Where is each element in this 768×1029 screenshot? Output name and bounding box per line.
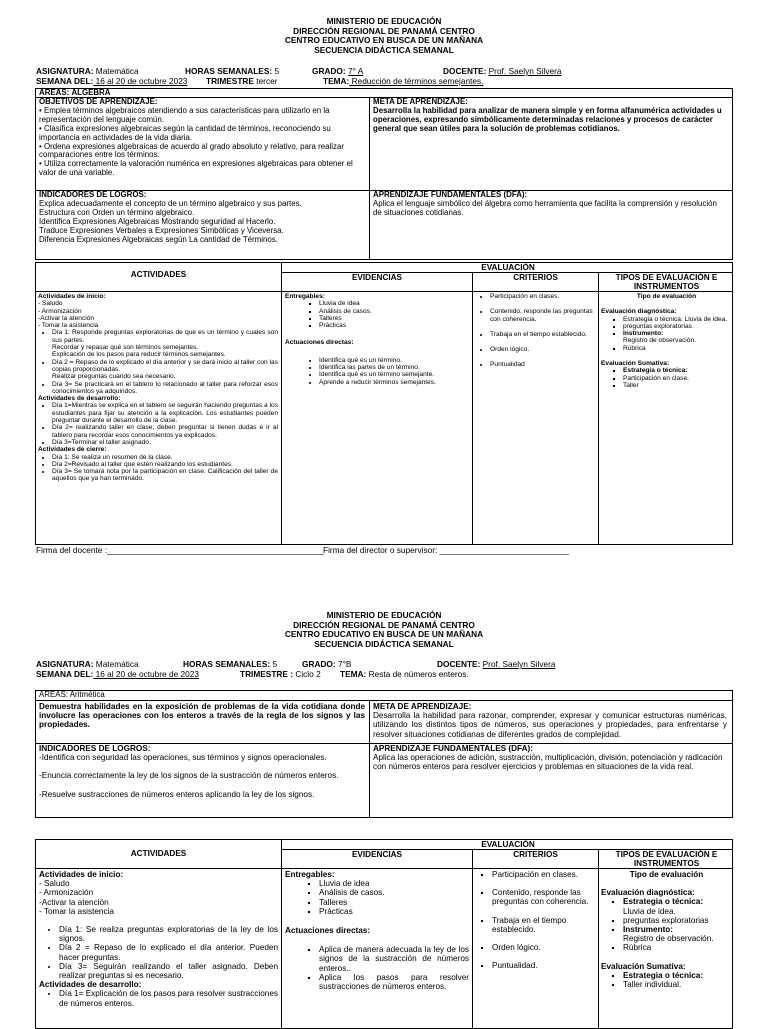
- diagnostica-item: ▪ Rúbrica: [623, 345, 732, 352]
- trimestre-label: TRIMESTRE :: [240, 669, 294, 679]
- activities-table: [35, 839, 733, 1029]
- activity-item: • Día 2=Revisado al taller que estén realizando los estudiantes.: [52, 461, 278, 468]
- entregable-item: ▪ Lluvia de idea: [319, 879, 469, 888]
- objetivo-item: • Ordena expresiones algebraicas de acuerdo al grado absoluto y relativo, para realizar comparaciones entre los términos.: [39, 141, 344, 160]
- criterio-item: • Orden lógico.: [490, 346, 596, 353]
- grado-value: 7°B: [337, 659, 352, 669]
- objetivo-item: • Clasifica expresiones algebraicas según la cantidad de términos, reconociendo su importancia en actividades de la vida diaria.: [39, 123, 331, 142]
- objetivo-item: • Utiliza correctamente la valoración numérica en expresiones algebraicas para obtener el valor de una variable.: [39, 159, 353, 178]
- inicio-item: - Saludo: [39, 879, 70, 889]
- indicadores-section: [39, 744, 367, 799]
- meta-title: META DE APRENDIZAJE:: [373, 702, 472, 711]
- header-line: DIRECCIÓN REGIONAL DE PANAMÁ CENTRO: [293, 25, 475, 36]
- document-header: [0, 611, 768, 649]
- areas-title: ÁREAS: Aritmética: [39, 691, 105, 699]
- diagnostica-note: Registro de observación.: [623, 934, 714, 944]
- semana-field: [36, 670, 199, 680]
- sumativa-item: ▪ Participación en clase.: [623, 375, 732, 382]
- criterios-column: [476, 293, 596, 369]
- activity-item: • Día 2 = Repaso de lo explicado el día anterior. Pueden hacer preguntas.: [59, 943, 278, 961]
- criterios-header: CRITERIOS: [513, 273, 558, 282]
- asignatura-value: Matemática: [95, 659, 139, 669]
- activity-item: • Día 1: Responde preguntas exploratorias de que es un término y cuales son sus partes.: [52, 329, 278, 344]
- header-line: DIRECCIÓN REGIONAL DE PANAMÁ CENTRO: [293, 619, 475, 630]
- meta-text: Desarrolla la habilidad para analizar de manera simple y en forma alfanumérica actividades u operaciones, expresando simbólicamente determinadas relaciones y procesos de carácter general que sean útiles para la solución de problemas cotidianos.: [373, 105, 722, 133]
- activity-item: • Día 1= Explicación de los pasos para resolver sustracciones de números enteros.: [59, 989, 278, 1007]
- entregable-item: ▪ Talleres: [319, 898, 469, 907]
- dfa-title: APRENDIZAJE FUNDAMENTALES (DFA):: [373, 191, 528, 199]
- actuaciones-title: Actuaciones directas:: [285, 339, 354, 347]
- grado-value: 7° A: [347, 66, 364, 76]
- dfa-text: Aplica el lenguaje simbólico del álgebra como herramienta que facilita la comprensión y resolución de situaciones cotidianas.: [373, 198, 717, 217]
- criterio-item: • Participación en clases.: [490, 293, 596, 300]
- trimestre-label: TRIMESTRE: [206, 76, 254, 86]
- criterio-item: • Contenido, responde las preguntas con coherencia.: [490, 308, 596, 323]
- entregable-item: ▪ Análisis de casos.: [319, 308, 469, 315]
- criterios-column: [476, 870, 596, 970]
- diagnostica-item: ▪ preguntas exploratorias: [623, 323, 732, 330]
- activity-note: Recordar y repasar qué son términos semejantes.: [52, 344, 199, 352]
- document-header: [0, 17, 768, 55]
- asignatura-value: Matemática: [95, 66, 139, 76]
- inicio-item: - Tomar la asistencia: [39, 906, 114, 916]
- inicio-title: Actividades de inicio:: [38, 293, 106, 300]
- objetivos-section: [39, 98, 367, 178]
- firma-director: Firma del director o supervisor: ____________________________: [323, 545, 569, 555]
- indicador-item: -Resuelve sustracciones de números enteros aplicando la ley de los signos.: [39, 789, 315, 799]
- tema-field: [323, 77, 483, 87]
- tipos-header: TIPOS DE EVALUACIÓN E INSTRUMENTOS: [615, 850, 718, 869]
- header-line: CENTRO EDUCATIVO EN BUSCA DE UN MAÑANA: [284, 35, 484, 46]
- indicador-item: Explica adecuadamente el concepto de un término algebraico y sus partes.: [39, 198, 302, 208]
- actuaciones-title: Actuaciones directas:: [285, 926, 371, 936]
- asignatura-label: ASIGNATURA:: [36, 66, 94, 76]
- header-line: MINISTERIO DE EDUCACIÓN: [326, 16, 442, 26]
- docente-label: DOCENTE:: [437, 659, 481, 669]
- indicador-item: Traduce Expresiones Verbales a Expresiones Simbólicas y Viceversa.: [39, 225, 284, 235]
- page-2: [0, 600, 768, 1024]
- evidencias-header: EVIDENCIAS: [351, 850, 403, 859]
- horas-label: HORAS SEMANALES:: [185, 66, 273, 76]
- activities-table: [35, 262, 733, 545]
- entregables-title: Entregables:: [285, 293, 325, 300]
- asignatura-label: ASIGNATURA:: [36, 659, 94, 669]
- diagnostica-item: ▪ Estrategia o técnica: Lluvia de idea.: [623, 316, 732, 323]
- diagnostica-item: ▪ Estrategia o técnica:: [623, 897, 732, 906]
- planning-box: [35, 88, 733, 260]
- header-line: SECUENCIA DIDÁCTICA SEMANAL: [314, 44, 454, 55]
- inicio-title: Actividades de inicio:: [39, 870, 124, 879]
- actuacion-item: • Aprende a reducir términos semejantes.: [319, 379, 469, 386]
- semana-label: SEMANA DEL:: [36, 76, 94, 86]
- diagnostica-item: ▪ Rúbrica: [623, 943, 732, 952]
- diagnostica-note: Lluvia de idea.: [623, 906, 676, 916]
- objetivo-text: Demuestra habilidades en la exposición de problemas de la vida cotidiana donde involucre las operaciones con los enteros a través de la regla de los signos y las propiedades.: [39, 702, 365, 730]
- tipos-column: [601, 293, 732, 389]
- actividades-header: ACTIVIDADES: [130, 849, 187, 858]
- semana-value: 16 al 20 de octubre 2023: [93, 76, 188, 86]
- evaluacion-header: EVALUACIÓN: [481, 840, 535, 849]
- desarrollo-title: Actividades de desarrollo:: [38, 395, 121, 403]
- activity-note: Explicación de los pasos para reducir términos semejantes.: [52, 351, 226, 359]
- actuacion-item: ▪ Aplica los pasos para resolver sustracciones de números enteros.: [319, 973, 469, 991]
- tipos-header: TIPOS DE EVALUACIÓN E INSTRUMENTOS: [615, 273, 718, 292]
- tipos-column: [601, 870, 732, 989]
- tipo-title: Tipo de evaluación: [636, 293, 697, 300]
- indicadores-title: INDICADORES DE LOGROS:: [39, 744, 151, 753]
- docente-label: DOCENTE:: [443, 66, 487, 76]
- tema-value: Resta de números enteros.: [368, 669, 469, 679]
- entregable-item: ▪ Lluvia de idea: [319, 300, 469, 307]
- inicio-item: -Activar la atención: [38, 314, 95, 322]
- diagnostica-item: ▪ Instrumento:: [623, 925, 732, 934]
- actividades-column: [39, 870, 278, 1008]
- meta-section: [373, 98, 725, 134]
- diagnostica-item: ▪ Instrumento:: [623, 330, 732, 337]
- indicadores-title: INDICADORES DE LOGROS:: [39, 191, 147, 199]
- actuacion-item: ▪ Aplica de manera adecuada la ley de los signos de la sustracción de números enteros..: [319, 945, 469, 973]
- trimestre-value: tercer: [256, 76, 278, 86]
- activity-note: Realizar preguntas cuando sea necesario.: [52, 373, 176, 381]
- horas-value: 5: [274, 66, 280, 76]
- dfa-text: Aplica las operaciones de adición, sustracción, multiplicación, división, potenciación y radicación con números enteros para resolver ejercicios y problemas en situaciones de la vida real.: [373, 753, 723, 772]
- activity-item: • Día 1: Se realiza preguntas exploratorias de la ley de los signos.: [59, 925, 278, 943]
- header-line: SECUENCIA DIDÁCTICA SEMANAL: [314, 638, 454, 649]
- actividades-column: [38, 293, 278, 483]
- inicio-item: - Armonización: [39, 888, 94, 898]
- indicador-item: -Enuncia correctamente la ley de los signos de la sustracción de números enteros.: [39, 771, 339, 781]
- actividades-header: ACTIVIDADES: [130, 270, 187, 279]
- indicador-item: Identifica Expresiones Algebraicas Mostrando seguridad al Hacerlo.: [39, 216, 276, 226]
- entregable-item: ▪ Prácticas: [319, 322, 469, 329]
- header-line: CENTRO EDUCATIVO EN BUSCA DE UN MAÑANA: [284, 629, 484, 640]
- grado-label: GRADO:: [302, 659, 336, 669]
- objetivos-title: OBJETIVOS DE APRENDIZAJE:: [39, 98, 158, 106]
- diagnostica-title: Evaluación diagnóstica:: [601, 308, 677, 316]
- tipo-title: Tipo de evaluación: [629, 870, 704, 879]
- criterio-item: ▪ Trabaja en el tiempo establecido.: [492, 916, 596, 934]
- trimestre-field: [206, 77, 277, 87]
- tema-value: Reducción de términos semejantes.: [349, 76, 484, 86]
- activity-item: • Día 3= Se tomará nota por la participación en clase. Calificación del taller de aquellos que ya han terminado.: [52, 468, 278, 483]
- entregables-title: Entregables:: [285, 870, 335, 879]
- indicador-item: Estructura con Orden un término algebraico.: [39, 207, 195, 217]
- evidencias-column: [285, 870, 469, 991]
- activity-item: • Día 2 = Repaso de lo explicado el día anterior y se dará inicio al taller con las copias proporcionadas.: [52, 359, 278, 374]
- activity-item: • Día 3= Seguirán realizando el taller asignado. Deben realizar preguntas si es necesario.: [59, 962, 278, 980]
- sumativa-title: Evaluación Sumativa:: [601, 961, 686, 971]
- actuacion-item: • Identifica qué es un término.: [319, 357, 469, 364]
- activity-item: • Día 2= realizando taller en clase, deben preguntar si tienen dudas e ir al tablero para recordar esos conocimientos ya explicados.: [52, 424, 278, 439]
- indicadores-section: [39, 191, 367, 244]
- semana-label: SEMANA DEL:: [36, 669, 94, 679]
- actuacion-item: • Identifica qué es un término semejante.: [319, 371, 469, 378]
- inicio-item: -Activar la atención: [39, 897, 109, 907]
- meta-text: Desarrolla la habilidad para razonar, comprender, expresar y comunicar estructuras numéricas, utilizando los distintos tipos de números, sus operaciones y propiedades, para enfrentarse y resolver situaciones cotidianas de diferentes grados de complejidad.: [373, 711, 727, 739]
- meta-title: META DE APRENDIZAJE:: [373, 98, 468, 106]
- indicador-item: Diferencia Expresiones Algebraicas según La cantidad de Términos.: [39, 234, 278, 244]
- criterios-header: CRITERIOS: [513, 850, 558, 859]
- inicio-item: - Saludo: [38, 300, 63, 308]
- firma-docente: Firma del docente :_______________________________________________: [36, 545, 324, 555]
- docente-value: Prof. Saelyn Silvera: [482, 659, 556, 669]
- criterio-item: ▪ Puntualidad.: [492, 961, 596, 970]
- evaluacion-header: EVALUACIÓN: [481, 263, 535, 272]
- activity-item: • Día 1=Mientras se explica en el tablero se seguirán haciendo preguntas a los estudiantes para fijar su atención a la explicación. Los estudiantes pueden preguntar durante el desarrollo de la clase.: [52, 402, 278, 424]
- entregable-item: ▪ Talleres: [319, 315, 469, 322]
- semana-value: 16 al 20 de octubre de 2023: [93, 669, 199, 679]
- actuacion-item: • Identifica las partes de un término.: [319, 364, 469, 371]
- trimestre-field: [240, 670, 321, 680]
- diagnostica-note: Registro de observación.: [623, 337, 696, 345]
- dfa-title: APRENDIZAJE FUNDAMENTALES (DFA):: [373, 744, 533, 753]
- trimestre-value: Ciclo 2: [295, 669, 321, 679]
- activity-item: • Día 3= Se practicará en el tablero lo relacionado al taller para reforzar esos conocimientos ya adquiridos.: [52, 381, 278, 396]
- entregable-item: ▪ Análisis de casos.: [319, 888, 469, 897]
- sumativa-item: ▪ Taller: [623, 382, 732, 389]
- evidencias-header: EVIDENCIAS: [351, 273, 403, 282]
- evidencias-column: [285, 293, 469, 386]
- criterio-item: • Puntualidad: [490, 361, 596, 368]
- activity-item: • Día 3=Terminar el taller asignado.: [52, 439, 278, 446]
- semana-field: [36, 77, 187, 87]
- diagnostica-title: Evaluación diagnóstica:: [601, 888, 695, 898]
- criterio-item: • Trabaja en el tiempo establecido.: [490, 331, 596, 338]
- activity-item: • Día 1: Se realiza un resumen de la clase.: [52, 454, 278, 461]
- diagnostica-item: ▪ preguntas exploratorias: [623, 916, 732, 925]
- horas-value: 5: [272, 659, 278, 669]
- objetivo-item: • Emplea términos algebraicos atendiendo a sus características para utilizarlo en la representación del lenguaje común.: [39, 105, 330, 124]
- grado-label: GRADO:: [312, 66, 346, 76]
- header-line: MINISTERIO DE EDUCACIÓN: [326, 610, 442, 620]
- planning-box: [35, 690, 733, 818]
- dfa-section: [373, 191, 725, 218]
- areas-title: ÁREAS: ÁLGEBRA: [39, 89, 111, 97]
- docente-value: Prof. Saelyn Silvera: [488, 66, 562, 76]
- criterio-item: ▪ Participación en clases.: [492, 870, 596, 879]
- sumativa-item: ▪ Taller individual.: [623, 980, 732, 989]
- sumativa-item: ▪ Estrategia o técnica:: [623, 971, 732, 980]
- inicio-item: - Tomar la asistencia: [38, 322, 99, 330]
- indicador-item: -Identifica con seguridad las operaciones, sus términos y signos operacionales.: [39, 753, 327, 763]
- horas-label: HORAS SEMANALES:: [183, 659, 271, 669]
- inicio-item: - Armonización: [38, 307, 82, 315]
- tema-label: TEMA:: [323, 76, 350, 86]
- tema-field: [340, 670, 469, 680]
- dfa-section: [373, 744, 727, 772]
- criterio-item: ▪ Contenido, responde las preguntas con coherencia.: [492, 888, 596, 906]
- cierre-title: Actividades de cierre:: [38, 446, 107, 454]
- sumativa-item: ▪ Estrategia o técnica:: [623, 367, 732, 374]
- tema-label: TEMA:: [340, 669, 367, 679]
- entregable-item: ▪ Prácticas: [319, 907, 469, 916]
- meta-section: [373, 702, 727, 739]
- desarrollo-title: Actividades de desarrollo:: [39, 980, 142, 990]
- criterio-item: ▪ Orden lógico.: [492, 943, 596, 952]
- sumativa-title: Evaluación Sumativa:: [601, 360, 670, 368]
